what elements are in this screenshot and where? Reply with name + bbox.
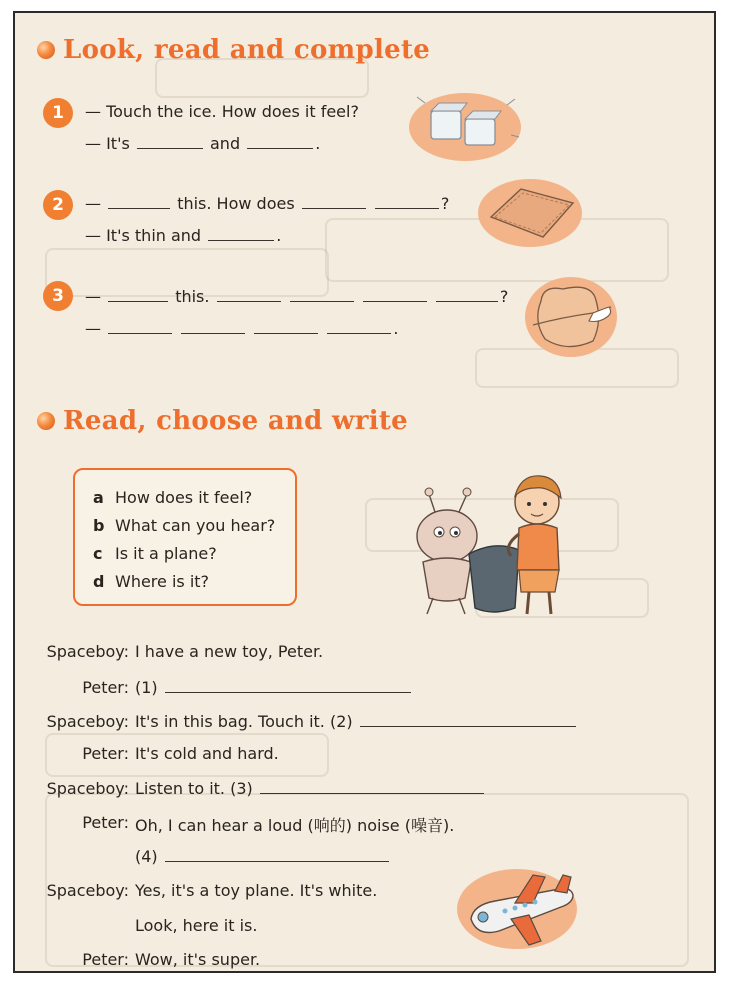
item-number-3: 3 bbox=[43, 281, 73, 311]
dialogue-line: Oh, I can hear a loud (响的) noise (噪音). bbox=[135, 816, 455, 835]
spaceboy-and-peter-illustration bbox=[395, 458, 595, 618]
hand-on-pillow-illustration bbox=[523, 271, 619, 359]
choice-c[interactable]: c Is it a plane? bbox=[93, 544, 217, 563]
dialogue-speaker: Peter: bbox=[82, 950, 129, 969]
item3-question: — this. ? bbox=[85, 287, 509, 306]
answer-blank[interactable] bbox=[363, 287, 427, 302]
dialogue-line: (1) bbox=[135, 678, 413, 697]
choice-a[interactable]: a How does it feel? bbox=[93, 488, 253, 507]
answer-blank[interactable] bbox=[360, 712, 576, 727]
dialogue-speaker: Spaceboy: bbox=[46, 881, 129, 900]
item1-answer: — It's and . bbox=[85, 134, 321, 153]
answer-blank[interactable] bbox=[108, 287, 168, 302]
dialogue-line: (4) bbox=[135, 847, 391, 866]
dialogue-speaker: Peter: bbox=[82, 813, 129, 832]
choice-d[interactable]: d Where is it? bbox=[93, 572, 210, 591]
choices-box bbox=[73, 468, 297, 606]
dialogue-speaker: Spaceboy: bbox=[46, 779, 129, 798]
answer-blank[interactable] bbox=[208, 226, 274, 241]
bullet-dot-icon bbox=[37, 41, 55, 59]
item2-question: — this. How does ? bbox=[85, 194, 450, 213]
answer-blank[interactable] bbox=[217, 287, 281, 302]
answer-blank[interactable] bbox=[260, 779, 484, 794]
dialogue-speaker: Peter: bbox=[82, 744, 129, 763]
dialogue-line: I have a new toy, Peter. bbox=[135, 642, 324, 661]
answer-blank[interactable] bbox=[375, 194, 439, 209]
section-title-read-choose-write: Read, choose and write bbox=[37, 406, 408, 436]
answer-blank[interactable] bbox=[327, 319, 391, 334]
dialogue-line: It's in this bag. Touch it. (2) bbox=[135, 712, 578, 731]
item1-question: — Touch the ice. How does it feel? bbox=[85, 102, 359, 121]
answer-blank[interactable] bbox=[254, 319, 318, 334]
workbook-page bbox=[13, 11, 716, 973]
section-title-look-read-complete: Look, read and complete bbox=[37, 35, 430, 65]
dialogue-line: Yes, it's a toy plane. It's white. bbox=[135, 881, 378, 900]
answer-blank[interactable] bbox=[302, 194, 366, 209]
answer-blank[interactable] bbox=[436, 287, 498, 302]
item2-answer: — It's thin and . bbox=[85, 226, 282, 245]
answer-blank[interactable] bbox=[290, 287, 354, 302]
toy-plane-illustration bbox=[455, 861, 585, 951]
item-number-2: 2 bbox=[43, 190, 73, 220]
item-number-1: 1 bbox=[43, 98, 73, 128]
answer-blank[interactable] bbox=[247, 134, 313, 149]
bullet-dot-icon bbox=[37, 412, 55, 430]
cushion-illustration bbox=[477, 177, 583, 249]
dialogue-speaker: Spaceboy: bbox=[46, 712, 129, 731]
answer-blank[interactable] bbox=[181, 319, 245, 334]
choice-b[interactable]: b What can you hear? bbox=[93, 516, 276, 535]
answer-blank[interactable] bbox=[165, 847, 389, 862]
answer-blank[interactable] bbox=[165, 678, 411, 693]
dialogue-speaker: Spaceboy: bbox=[46, 642, 129, 661]
answer-blank[interactable] bbox=[108, 319, 172, 334]
dialogue-line: It's cold and hard. bbox=[135, 744, 279, 763]
dialogue-line: Look, here it is. bbox=[135, 916, 258, 935]
dialogue-line: Wow, it's super. bbox=[135, 950, 261, 969]
answer-blank[interactable] bbox=[137, 134, 203, 149]
dialogue-line: Listen to it. (3) bbox=[135, 779, 486, 798]
item3-answer: — . bbox=[85, 319, 399, 338]
dialogue-speaker: Peter: bbox=[82, 678, 129, 697]
ice-cubes-illustration bbox=[407, 85, 525, 163]
answer-blank[interactable] bbox=[108, 194, 170, 209]
